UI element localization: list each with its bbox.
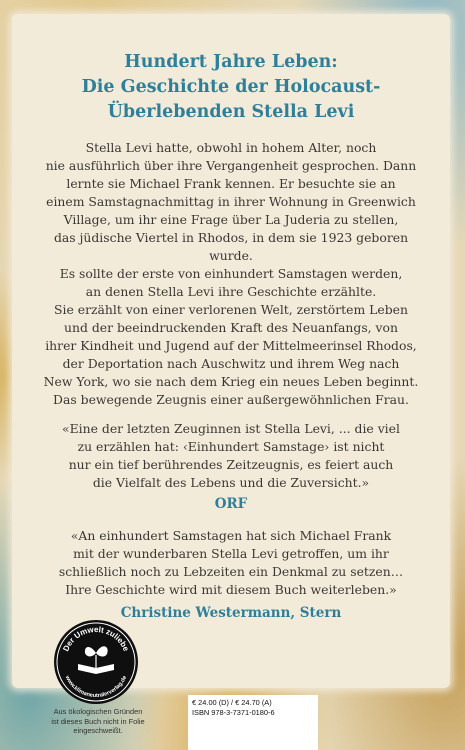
- quote-line: «An einhundert Samstagen hat sich Michael Frank: [70, 528, 392, 543]
- blurb-line: Village, um ihr eine Frage über La Juderia zu stellen,: [63, 212, 399, 227]
- blurb-line: an denen Stella Levi ihre Geschichte erzählte.: [85, 284, 377, 299]
- blurb-line: New York, wo sie nach dem Krieg ein neues Leben beginnt.: [43, 374, 419, 389]
- price-label: € 24.00 (D) / € 24.70 (A): [192, 698, 272, 707]
- eco-note-line: eingeschweißt.: [73, 726, 123, 735]
- title-line: Hundert Jahre Leben:: [124, 52, 338, 72]
- blurb-text: [32, 139, 430, 409]
- blurb-line: Sie erzählt von einer verlorenen Welt, zerstörtem Leben: [54, 302, 408, 317]
- blurb-line: der Deportation nach Auschwitz und ihrem Weg nach: [62, 356, 400, 371]
- blurb-line: das jüdische Viertel in Rhodos, in dem sie 1923 geboren wurde.: [53, 230, 409, 263]
- eco-note-line: Aus ökologischen Gründen: [53, 707, 143, 716]
- barcode-area: [188, 695, 318, 750]
- badge-top-text: Der Umwelt zuliebe: [61, 624, 131, 653]
- eco-badge: [54, 620, 138, 704]
- quote-line: die Vielfalt des Lebens und die Zuversicht.»: [92, 475, 370, 490]
- blurb-line: einem Samstagnachmittag in ihrer Wohnung in Greenwich: [46, 194, 416, 209]
- quote-line: mit der wunderbaren Stella Levi getroffen, um ihr: [73, 546, 389, 561]
- review-quote-orf: [32, 420, 430, 492]
- blurb-line: Stella Levi hatte, obwohl in hohem Alter, noch: [85, 140, 377, 155]
- blurb-line: nie ausführlich über ihre Vergangenheit gesprochen. Dann: [45, 158, 417, 173]
- quote-line: nur ein tief berührendes Zeitzeugnis, es feiert auch: [68, 457, 394, 472]
- eco-note-line: ist dieses Buch nicht in Folie: [51, 716, 145, 726]
- badge-bottom-text: www.klimaneutralerverlag.de: [63, 674, 129, 700]
- quote-source-orf: ORF: [214, 496, 248, 512]
- quote-source-stern: Christine Westermann, Stern: [120, 605, 342, 621]
- quote-line: zu erzählen hat: ‹Einhundert Samstage› ist nicht: [77, 439, 385, 454]
- blurb-line: und der beeindruckenden Kraft des Neuanfangs, von: [64, 320, 398, 335]
- back-cover-content: [12, 14, 450, 688]
- quote-line: schließlich noch zu Lebzeiten ein Denkmal zu setzen…: [58, 564, 404, 579]
- blurb-line: Das bewegende Zeugnis einer außergewöhnlichen Frau.: [53, 392, 409, 407]
- blurb-line: lernte sie Michael Frank kennen. Er besuchte sie an: [66, 176, 396, 191]
- open-book-leaves-icon: [78, 646, 114, 674]
- title-line: Überlebenden Stella Levi: [107, 102, 355, 122]
- review-quote-stern: [32, 527, 430, 599]
- eco-note: [44, 707, 152, 736]
- blurb-line: Es sollte der erste von einhundert Samstagen werden,: [59, 266, 403, 281]
- blurb-line: ihrer Kindheit und Jugend auf der Mittelmeerinsel Rhodos,: [45, 338, 417, 353]
- quote-line: «Eine der letzten Zeuginnen ist Stella Levi, ... die viel: [62, 421, 400, 436]
- title-line: Die Geschichte der Holocaust-: [81, 77, 381, 97]
- isbn-label: ISBN 978-3-7371-0180-6: [192, 708, 275, 717]
- book-title: [12, 50, 450, 125]
- eco-badge-graphic: [54, 620, 138, 704]
- quote-line: Ihre Geschichte wird mit diesem Buch weiterleben.»: [65, 582, 397, 597]
